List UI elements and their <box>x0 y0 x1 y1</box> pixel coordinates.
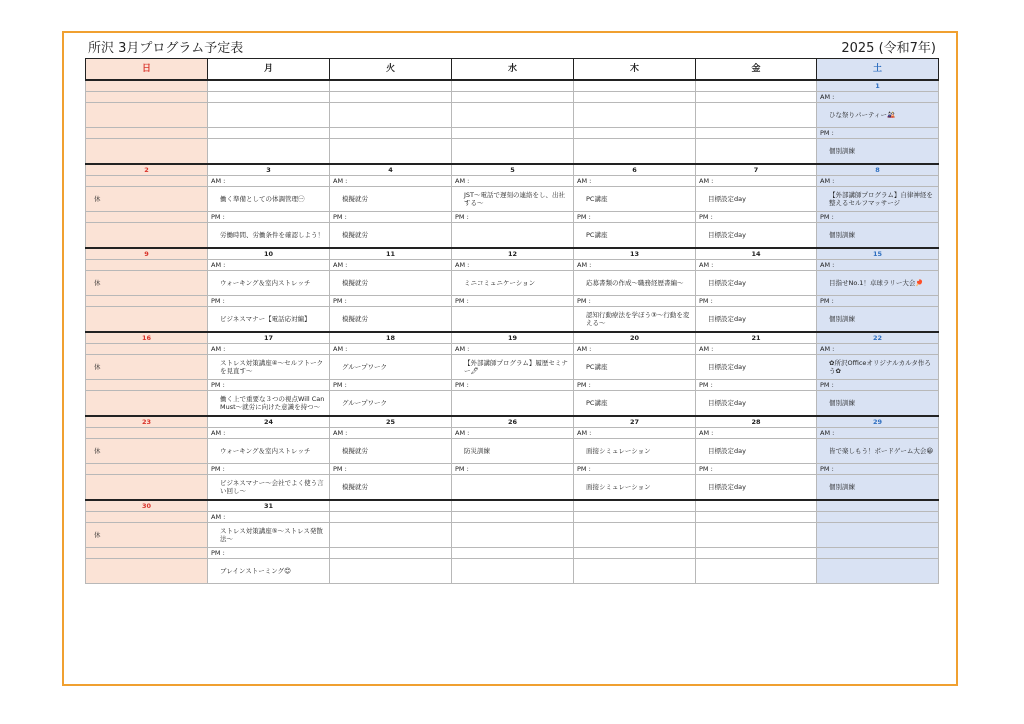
am-event: 目標設定day <box>696 271 817 296</box>
date-cell: 19 <box>452 332 574 344</box>
pm-label <box>86 548 208 559</box>
pm-label: PM : <box>208 548 330 559</box>
am-label: AM : <box>817 428 939 439</box>
week-2-am-event-row <box>86 187 939 212</box>
date-cell: 28 <box>696 416 817 428</box>
pm-label: PM : <box>696 380 817 391</box>
am-label <box>574 512 696 523</box>
date-cell: 20 <box>574 332 696 344</box>
date-cell: 5 <box>452 164 574 176</box>
weekday-header-sun: 日 <box>86 59 208 81</box>
pm-event: 個別訓練 <box>817 307 939 333</box>
am-label: AM : <box>574 428 696 439</box>
am-event: 目標設定day <box>696 187 817 212</box>
am-event <box>574 523 696 548</box>
week-4-pm-event-row <box>86 391 939 417</box>
pm-label: PM : <box>817 464 939 475</box>
am-event: ウォーキング＆室内ストレッチ <box>208 271 330 296</box>
am-label: AM : <box>330 260 452 271</box>
am-label <box>86 344 208 355</box>
sunday-note: 休 <box>86 523 208 548</box>
date-cell <box>574 80 696 92</box>
pm-label: PM : <box>330 212 452 223</box>
pm-label: PM : <box>574 464 696 475</box>
date-cell <box>696 80 817 92</box>
am-label: AM : <box>817 344 939 355</box>
week-6-am-event-row <box>86 523 939 548</box>
week-5-am-label-row <box>86 428 939 439</box>
week-3-pm-event-row <box>86 307 939 333</box>
pm-event <box>574 559 696 584</box>
date-cell: 4 <box>330 164 452 176</box>
week-1-pm-event-row <box>86 139 939 165</box>
pm-event: 個別訓練 <box>817 223 939 249</box>
pm-event <box>696 559 817 584</box>
am-event: PC講座 <box>574 187 696 212</box>
am-event <box>208 103 330 128</box>
pm-label: PM : <box>330 464 452 475</box>
am-event: 【外部講師プログラム】自律神経を整えるセルフマッサージ <box>817 187 939 212</box>
am-label: AM : <box>208 260 330 271</box>
pm-label: PM : <box>817 212 939 223</box>
am-label: AM : <box>817 92 939 103</box>
date-cell: 27 <box>574 416 696 428</box>
week-1-am-label-row <box>86 92 939 103</box>
am-label: AM : <box>696 344 817 355</box>
am-label: AM : <box>208 512 330 523</box>
am-event: 目指せNo.1！卓球ラリー大会🏓 <box>817 271 939 296</box>
pm-event: 面接シミュレーション <box>574 475 696 501</box>
pm-event: 認知行動療法を学ぼう③〜行動を変える〜 <box>574 307 696 333</box>
am-event: グループワーク <box>330 355 452 380</box>
date-cell: 8 <box>817 164 939 176</box>
week-6-am-label-row <box>86 512 939 523</box>
date-cell: 9 <box>86 248 208 260</box>
pm-label: PM : <box>574 296 696 307</box>
pm-label: PM : <box>208 296 330 307</box>
pm-label: PM : <box>452 464 574 475</box>
year-label: 2025 (令和7年) <box>841 41 936 56</box>
am-label: AM : <box>330 428 452 439</box>
pm-label <box>574 128 696 139</box>
date-cell: 10 <box>208 248 330 260</box>
pm-event: 労働時間、労働条件を確認しよう！ <box>208 223 330 249</box>
pm-label <box>86 296 208 307</box>
am-event: 防災訓練 <box>452 439 574 464</box>
am-event: ウォーキング＆室内ストレッチ <box>208 439 330 464</box>
am-label: AM : <box>208 176 330 187</box>
am-event: PC講座 <box>574 355 696 380</box>
pm-label: PM : <box>696 212 817 223</box>
date-cell <box>86 80 208 92</box>
am-label <box>817 512 939 523</box>
pm-event: ビジネスマナー【電話応対編】 <box>208 307 330 333</box>
date-cell: 15 <box>817 248 939 260</box>
weekday-header-mon: 月 <box>208 59 330 81</box>
pm-event <box>452 223 574 249</box>
date-cell: 2 <box>86 164 208 176</box>
am-event <box>452 103 574 128</box>
pm-event: 目標設定day <box>696 223 817 249</box>
am-event: 目標設定day <box>696 355 817 380</box>
date-cell: 16 <box>86 332 208 344</box>
pm-label <box>452 128 574 139</box>
am-event <box>696 523 817 548</box>
pm-label <box>86 464 208 475</box>
pm-event: 個別訓練 <box>817 391 939 417</box>
sunday-note <box>86 103 208 128</box>
date-cell: 7 <box>696 164 817 176</box>
weekday-header-row <box>86 59 939 81</box>
pm-label: PM : <box>330 296 452 307</box>
pm-event: 目標設定day <box>696 391 817 417</box>
pm-event <box>86 475 208 501</box>
pm-event: 働く上で重要な３つの視点Will Can Must〜就労に向けた意識を持つ〜 <box>208 391 330 417</box>
pm-event <box>817 559 939 584</box>
am-event <box>817 523 939 548</box>
week-1-date-cell-row <box>86 80 939 92</box>
pm-event: 模擬就労 <box>330 223 452 249</box>
week-2-date-cell-row <box>86 164 939 176</box>
pm-event <box>452 307 574 333</box>
date-cell <box>817 500 939 512</box>
am-label <box>696 92 817 103</box>
am-event: 模擬就労 <box>330 187 452 212</box>
am-event: JST〜電話で遅刻の連絡をし、出社する〜 <box>452 187 574 212</box>
week-6-pm-event-row <box>86 559 939 584</box>
pm-label: PM : <box>208 464 330 475</box>
pm-event <box>86 139 208 165</box>
pm-event <box>696 139 817 165</box>
am-label: AM : <box>817 260 939 271</box>
week-1-am-event-row <box>86 103 939 128</box>
am-event: 働く準備としての体調管理㊀ <box>208 187 330 212</box>
am-label: AM : <box>696 260 817 271</box>
am-event: 【外部講師プログラム】履歴セミナー🖊 <box>452 355 574 380</box>
week-4-am-event-row <box>86 355 939 380</box>
pm-event <box>452 475 574 501</box>
pm-label: PM : <box>574 380 696 391</box>
am-event: 面接シミュレーション <box>574 439 696 464</box>
am-event <box>696 103 817 128</box>
am-label <box>574 92 696 103</box>
date-cell: 29 <box>817 416 939 428</box>
pm-event <box>452 391 574 417</box>
pm-event: ビジネスマナー〜会社でよく使う言い回し〜 <box>208 475 330 501</box>
pm-event <box>208 139 330 165</box>
am-event: ✿所沢Officeオリジナルカルタ作ろう✿ <box>817 355 939 380</box>
pm-event <box>330 139 452 165</box>
week-3-am-event-row <box>86 271 939 296</box>
date-cell <box>574 500 696 512</box>
pm-label <box>330 548 452 559</box>
pm-event: 模擬就労 <box>330 475 452 501</box>
am-label <box>86 260 208 271</box>
date-cell <box>208 80 330 92</box>
date-cell: 13 <box>574 248 696 260</box>
pm-label <box>208 128 330 139</box>
date-cell <box>452 80 574 92</box>
pm-label <box>817 548 939 559</box>
date-cell: 23 <box>86 416 208 428</box>
calendar-table <box>85 58 939 584</box>
pm-label: PM : <box>452 212 574 223</box>
pm-label: PM : <box>696 464 817 475</box>
am-label <box>452 92 574 103</box>
week-6-pm-label-row <box>86 548 939 559</box>
am-label: AM : <box>696 428 817 439</box>
am-label <box>86 92 208 103</box>
pm-label: PM : <box>452 296 574 307</box>
week-2-pm-label-row <box>86 212 939 223</box>
am-event: ストレス対策講座⑤〜ストレス発散法〜 <box>208 523 330 548</box>
date-cell: 12 <box>452 248 574 260</box>
am-event: ミニコミュニケーション <box>452 271 574 296</box>
am-label: AM : <box>452 428 574 439</box>
date-cell: 14 <box>696 248 817 260</box>
pm-label: PM : <box>208 212 330 223</box>
week-3-am-label-row <box>86 260 939 271</box>
am-label <box>696 512 817 523</box>
am-label <box>86 428 208 439</box>
pm-label <box>452 548 574 559</box>
date-cell: 21 <box>696 332 817 344</box>
am-label: AM : <box>574 344 696 355</box>
pm-label: PM : <box>817 296 939 307</box>
pm-label <box>696 128 817 139</box>
pm-label: PM : <box>574 212 696 223</box>
date-cell <box>452 500 574 512</box>
week-4-am-label-row <box>86 344 939 355</box>
date-cell: 17 <box>208 332 330 344</box>
am-event <box>452 523 574 548</box>
pm-event: ブレインストーミング😊 <box>208 559 330 584</box>
am-label: AM : <box>452 260 574 271</box>
am-label: AM : <box>208 428 330 439</box>
am-event: ストレス対策講座④〜セルフトークを見直す〜 <box>208 355 330 380</box>
pm-event: 目標設定day <box>696 475 817 501</box>
am-event: 応募書類の作成〜職務経歴書編〜 <box>574 271 696 296</box>
pm-event <box>452 139 574 165</box>
weekday-header-sat: 土 <box>817 59 939 81</box>
am-label <box>86 176 208 187</box>
date-cell: 24 <box>208 416 330 428</box>
week-4-date-cell-row <box>86 332 939 344</box>
pm-event: グループワーク <box>330 391 452 417</box>
am-event <box>330 103 452 128</box>
am-label <box>86 512 208 523</box>
week-1-pm-label-row <box>86 128 939 139</box>
date-cell: 11 <box>330 248 452 260</box>
week-5-date-cell-row <box>86 416 939 428</box>
pm-event <box>330 559 452 584</box>
week-2-am-label-row <box>86 176 939 187</box>
pm-label: PM : <box>330 380 452 391</box>
week-2-pm-event-row <box>86 223 939 249</box>
sunday-note: 休 <box>86 187 208 212</box>
am-label: AM : <box>696 176 817 187</box>
sunday-note: 休 <box>86 355 208 380</box>
pm-label <box>696 548 817 559</box>
pm-label: PM : <box>696 296 817 307</box>
date-cell <box>330 80 452 92</box>
week-5-pm-label-row <box>86 464 939 475</box>
am-label: AM : <box>330 344 452 355</box>
pm-event <box>86 559 208 584</box>
am-label: AM : <box>330 176 452 187</box>
pm-label: PM : <box>817 128 939 139</box>
pm-event <box>452 559 574 584</box>
date-cell <box>330 500 452 512</box>
pm-event: 目標設定day <box>696 307 817 333</box>
week-3-pm-label-row <box>86 296 939 307</box>
am-label <box>452 512 574 523</box>
am-event <box>330 523 452 548</box>
pm-event: PC講座 <box>574 391 696 417</box>
weekday-header-tue: 火 <box>330 59 452 81</box>
pm-event <box>574 139 696 165</box>
am-event: 模擬就労 <box>330 439 452 464</box>
am-label <box>330 92 452 103</box>
pm-label: PM : <box>817 380 939 391</box>
am-event: 目標設定day <box>696 439 817 464</box>
week-3-date-cell-row <box>86 248 939 260</box>
date-cell: 1 <box>817 80 939 92</box>
am-label: AM : <box>574 176 696 187</box>
date-cell <box>696 500 817 512</box>
am-label: AM : <box>452 344 574 355</box>
pm-event <box>86 391 208 417</box>
week-6-date-cell-row <box>86 500 939 512</box>
week-4-pm-label-row <box>86 380 939 391</box>
pm-event <box>86 223 208 249</box>
pm-event: 個別訓練 <box>817 475 939 501</box>
date-cell: 22 <box>817 332 939 344</box>
pm-label <box>86 212 208 223</box>
am-event <box>574 103 696 128</box>
date-cell: 25 <box>330 416 452 428</box>
date-cell: 3 <box>208 164 330 176</box>
am-label <box>330 512 452 523</box>
am-label: AM : <box>208 344 330 355</box>
am-event: 模擬就労 <box>330 271 452 296</box>
pm-label: PM : <box>208 380 330 391</box>
date-cell: 31 <box>208 500 330 512</box>
date-cell: 6 <box>574 164 696 176</box>
am-event: ひな祭りパーティー🎎 <box>817 103 939 128</box>
am-label: AM : <box>452 176 574 187</box>
pm-event: 模擬就労 <box>330 307 452 333</box>
am-label <box>208 92 330 103</box>
am-label: AM : <box>817 176 939 187</box>
sunday-note: 休 <box>86 271 208 296</box>
pm-label <box>574 548 696 559</box>
pm-event <box>86 307 208 333</box>
pm-label <box>86 128 208 139</box>
week-5-pm-event-row <box>86 475 939 501</box>
pm-label: PM : <box>452 380 574 391</box>
pm-event: PC講座 <box>574 223 696 249</box>
weekday-header-thu: 木 <box>574 59 696 81</box>
date-cell: 26 <box>452 416 574 428</box>
am-event: 皆で楽しもう！ボードゲーム大会😀 <box>817 439 939 464</box>
sunday-note: 休 <box>86 439 208 464</box>
pm-label <box>86 380 208 391</box>
am-label: AM : <box>574 260 696 271</box>
date-cell: 30 <box>86 500 208 512</box>
week-5-am-event-row <box>86 439 939 464</box>
page-title: 所沢 3月プログラム予定表 <box>88 41 244 56</box>
pm-label <box>330 128 452 139</box>
weekday-header-fri: 金 <box>696 59 817 81</box>
date-cell: 18 <box>330 332 452 344</box>
pm-event: 個別訓練 <box>817 139 939 165</box>
weekday-header-wed: 水 <box>452 59 574 81</box>
